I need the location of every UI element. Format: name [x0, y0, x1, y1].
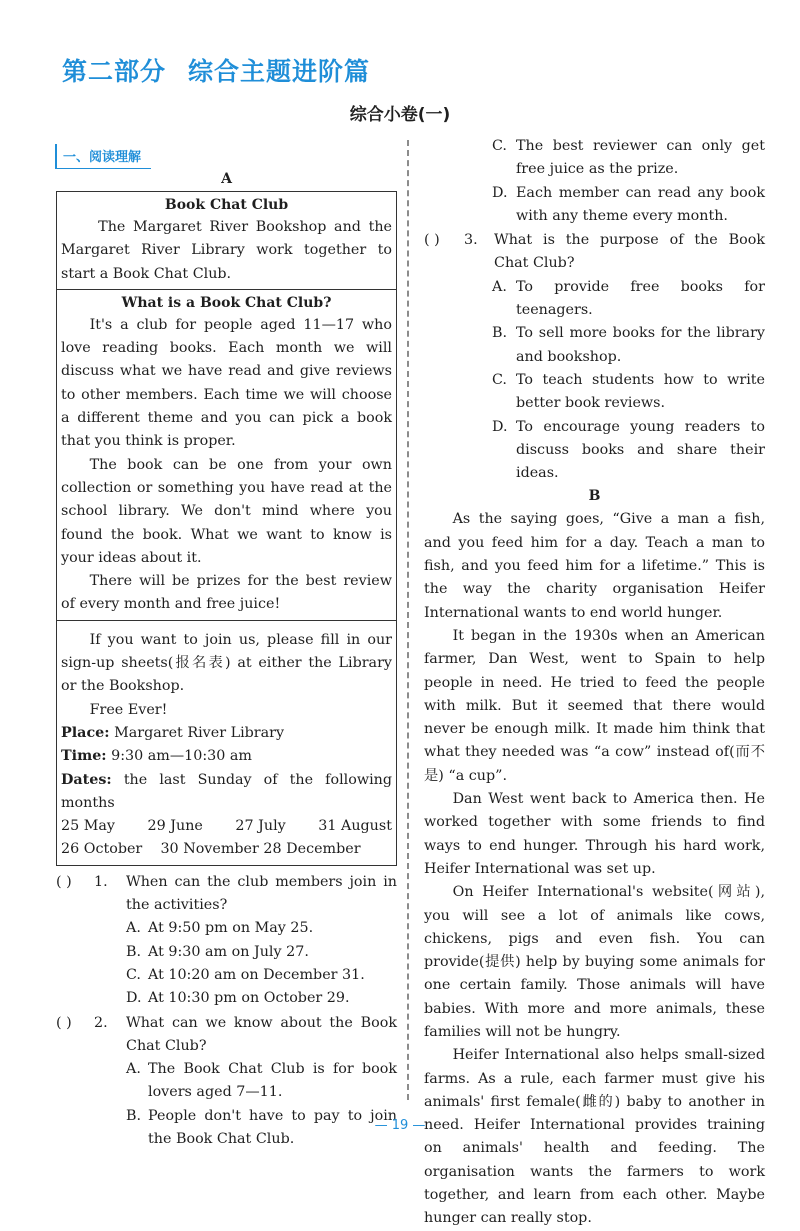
what-paragraph-1: It's a club for people aged 11—17 who love reading books. Each month we will discuss what we have read and give reviews to other members. Each time we will choose a different theme and you can pick a book that you think is proper.	[61, 316, 392, 450]
date-item: 28 December	[263, 841, 361, 858]
question-2	[56, 1012, 397, 1059]
question-3	[424, 229, 765, 276]
dates-row-1	[61, 815, 392, 838]
option-a	[56, 1058, 397, 1105]
date-item: 30 November	[160, 841, 259, 858]
notice-what-section	[57, 289, 396, 620]
option-c	[424, 369, 765, 416]
option-label: A.	[492, 278, 507, 295]
passage-b-paragraph: Dan West went back to America then. He worked together with some friends to find ways to end hunger. Through his hard work, Heifer International was set up.	[424, 791, 765, 877]
option-text: To sell more books for the library and bookshop.	[516, 325, 765, 365]
passage-b-paragraph: Heifer International also helps small-sized farms. As a rule, each farmer must give his animals' first female(雌的) baby to another in need. Heifer International provides training on animals' health and feeding. The organisation wants the farmers to work together, and learn from each other. Maybe hunger can really stop.	[424, 1047, 765, 1227]
dates-line	[61, 769, 392, 816]
option-c	[424, 135, 765, 182]
option-label: C.	[492, 138, 507, 154]
question-number: 2.	[94, 1014, 108, 1031]
option-text: At 9:30 am on July 27.	[148, 943, 309, 960]
notice-title: Book Chat Club	[164, 197, 289, 213]
passage-b-paragraph: It began in the 1930s when an American farmer, Dan West, went to Spain to help people in need. He tried to feed the people with milk. But it seemed that there would never be enough milk. It made him think that what they needed was “a cow” instead of(而不是) “a cup”.	[424, 627, 765, 784]
date-item: 27 July	[235, 818, 286, 835]
column-divider	[407, 140, 409, 1100]
date-item: 25 May	[61, 818, 115, 835]
question-stem: What can we know about the Book Chat Club?	[126, 1014, 397, 1054]
option-b	[56, 941, 397, 964]
question-stem: When can the club members join in the activities?	[126, 873, 397, 914]
option-label: B.	[126, 943, 142, 960]
notice-intro: The Margaret River Bookshop and the Margaret River Library work together to start a Book Chat Club.	[61, 219, 392, 282]
place-label: Place:	[61, 724, 110, 741]
question-number: 3.	[464, 232, 478, 249]
time-value: 9:30 am—10:30 am	[111, 748, 252, 765]
question-stem: What is the purpose of the Book Chat Club?	[494, 232, 765, 272]
option-text: People don't have to pay to join the Book Chat Club.	[148, 1107, 397, 1147]
option-text: To teach students how to write better book reviews.	[516, 371, 765, 412]
passage-b-paragraph: On Heifer International's website(网站), you will see a lot of animals like cows, chickens, pigs and even fish. You can provide(提供) help by buying some animals for one certain family. Those animals will have babies. With more and more animals, these families will not be hungry.	[424, 884, 765, 1040]
option-d	[424, 182, 765, 229]
left-column	[56, 168, 397, 1151]
answer-blank[interactable]: ( )	[56, 1014, 72, 1031]
theme-label: 综合主题进阶篇	[188, 57, 371, 86]
dates-row-2	[61, 838, 392, 861]
option-label: D.	[492, 418, 508, 435]
notice-intro-section	[57, 192, 396, 289]
dates-text: the last Sunday of the following months	[61, 771, 392, 811]
right-column	[424, 135, 765, 1231]
answer-blank[interactable]: ( )	[56, 873, 72, 890]
passage-b-label: B	[588, 488, 601, 505]
option-label: A.	[126, 1061, 141, 1078]
notice-join-section	[57, 620, 396, 865]
option-text: At 10:20 am on December 31.	[148, 966, 365, 983]
part-title	[62, 52, 370, 88]
place-value: Margaret River Library	[114, 724, 285, 741]
place-line	[61, 722, 392, 745]
passage-a-label: A	[221, 171, 232, 187]
option-d	[56, 987, 397, 1010]
option-c	[56, 964, 397, 987]
passage-b-paragraph: As the saying goes, “Give a man a fish, and you feed him for a day. Teach a man to fish, and you feed him for a lifetime.” This is the way the charity organisation Heifer International wants to end world hunger.	[424, 511, 765, 621]
question-number: 1.	[94, 873, 108, 890]
date-item: 26 October	[61, 841, 143, 858]
option-label: A.	[126, 920, 141, 937]
what-title: What is a Book Chat Club?	[121, 294, 332, 311]
what-paragraph-3: There will be prizes for the best review of every month and free juice!	[61, 573, 392, 613]
option-label: B.	[492, 325, 508, 342]
free-ever: Free Ever!	[89, 701, 168, 718]
option-text: The Book Chat Club is for book lovers aged 7—11.	[148, 1061, 397, 1101]
option-label: D.	[492, 184, 508, 201]
option-text: Each member can read any book with any theme every month.	[516, 184, 765, 224]
option-text: The best reviewer can only get free juice as the prize.	[516, 138, 765, 178]
paper-title: 综合小卷(一)	[349, 105, 451, 125]
time-label: Time:	[61, 748, 107, 765]
what-paragraph-2: The book can be one from your own collection or something you have read at the school library. We don't mind where you found the book. What we want to know is your ideas about it.	[61, 456, 392, 566]
option-label: D.	[126, 990, 142, 1007]
option-d	[424, 416, 765, 486]
time-line	[61, 745, 392, 768]
question-1	[56, 871, 397, 918]
date-item: 31 August	[318, 818, 392, 835]
option-text: At 9:50 pm on May 25.	[148, 920, 314, 937]
answer-blank[interactable]: ( )	[424, 232, 440, 249]
join-paragraph: If you want to join us, please fill in our sign-up sheets(报名表) at either the Library or the Bookshop.	[61, 631, 392, 695]
option-text: To encourage young readers to discuss books and share their ideas.	[516, 418, 765, 482]
book-chat-club-notice	[56, 191, 397, 866]
option-b	[424, 322, 765, 369]
option-a	[424, 276, 765, 323]
date-item: 29 June	[147, 818, 203, 835]
part-label: 第二部分	[62, 57, 167, 86]
dates-label: Dates:	[61, 771, 112, 788]
option-label: B.	[126, 1107, 142, 1124]
option-text: To provide free books for teenagers.	[516, 278, 765, 319]
page-number: — 19 —	[374, 1118, 426, 1133]
option-label: C.	[126, 966, 141, 983]
option-text: At 10:30 pm on October 29.	[148, 990, 350, 1007]
option-label: C.	[492, 371, 507, 388]
section-heading: 一、阅读理解	[55, 144, 151, 169]
option-a	[56, 917, 397, 940]
